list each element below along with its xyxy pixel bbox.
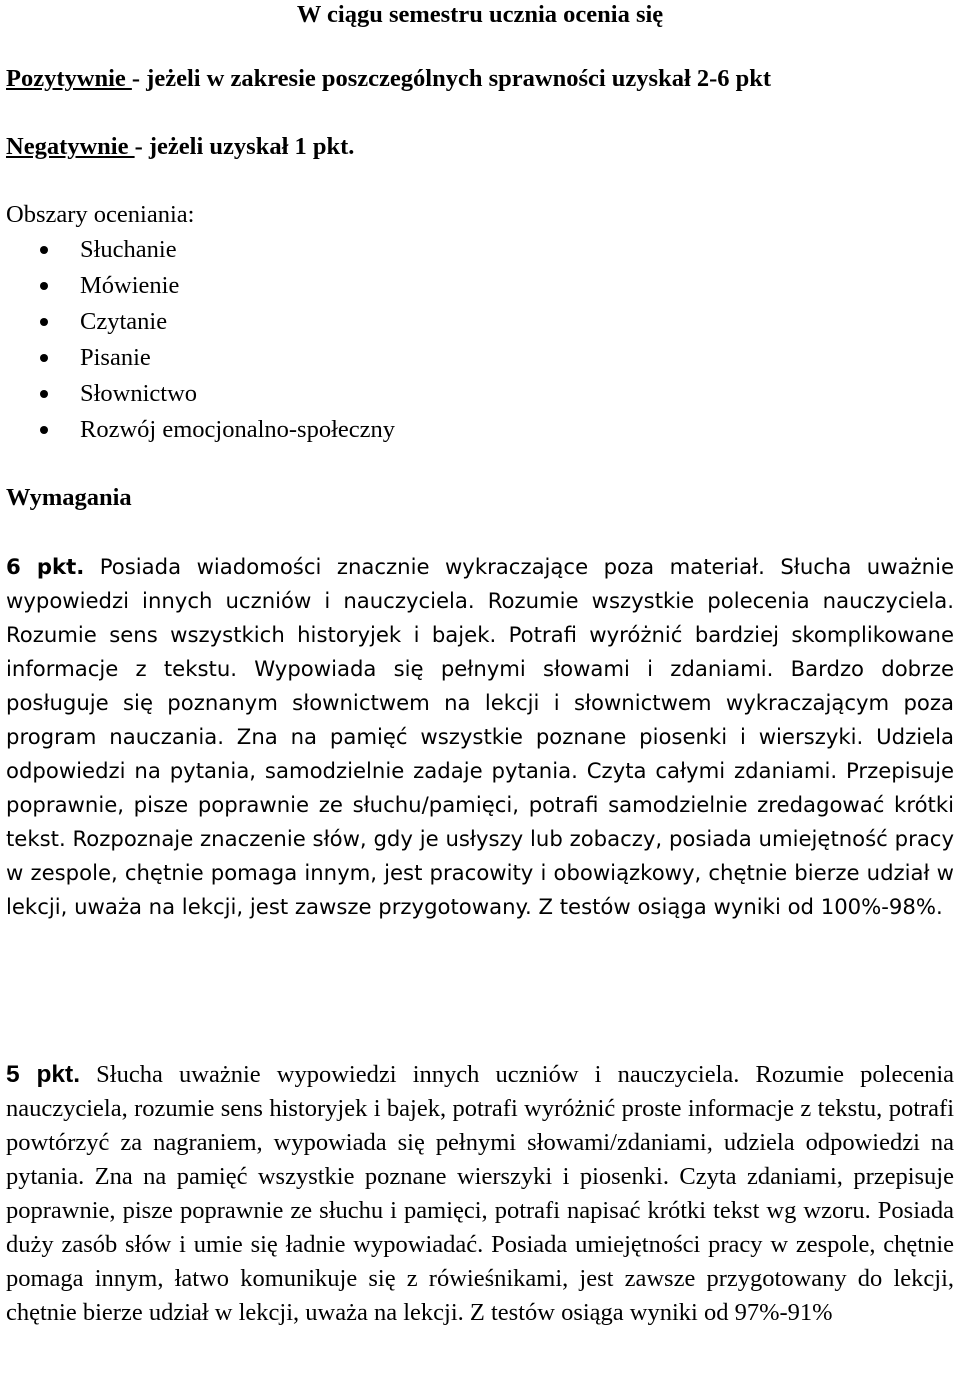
bullet-icon (40, 390, 48, 398)
list-item: Pisanie (0, 340, 395, 376)
requirement-level-6 (6, 550, 954, 924)
bullet-icon (40, 354, 48, 362)
page-title: W ciągu semestru ucznia ocenia się (296, 1, 664, 28)
level-5-label: 5 pkt. (6, 1061, 81, 1088)
rule-positive-label: Pozytywnie (6, 65, 132, 92)
rule-negative (6, 132, 354, 162)
bullet-icon (40, 426, 48, 434)
list-item: Mówienie (0, 268, 395, 304)
list-item: Czytanie (0, 304, 395, 340)
rule-positive-text: - jeżeli w zakresie poszczególnych sprawności uzyskał 2-6 pkt (131, 65, 772, 92)
rule-negative-text: - jeżeli uzyskał 1 pkt. (134, 133, 355, 160)
rule-positive (6, 64, 771, 94)
level-6-label: 6 pkt. (6, 554, 85, 579)
areas-heading: Obszary oceniania: (6, 201, 195, 228)
rule-negative-label: Negatywnie (6, 133, 135, 160)
bullet-icon (40, 318, 48, 326)
areas-list (0, 232, 395, 448)
requirement-level-5 (6, 1058, 954, 1330)
requirements-heading: Wymagania (6, 484, 132, 511)
level-6-text: Posiada wiadomości znacznie wykraczające poza materiał. Słucha uważnie wypowiedzi innych uczniów i nauczyciela. Rozumie wszystkie polecenia nauczyciela. Rozumie sens wszystkich historyjek i bajek. Potrafi wyróżnić bardziej skomplikowane informacje z tekstu. Wypowiada się pełnymi słowami i zdaniami. Bardzo dobrze posługuje się poznanym słownictwem na lekcji i słownictwem wykraczającym poza program nauczania. Zna na pamięć wszystkie poznane piosenki i wierszyki. Udziela odpowiedzi na pytania, samodzielnie zadaje pytania. Czyta całymi zdaniami. Przepisuje poprawnie, pisze poprawnie ze słuchu/pamięci, potrafi samodzielnie zredagować krótki tekst. Rozpoznaje znaczenie słów, gdy je usłyszy lub zobaczy, posiada umiejętność pracy w zespole, chętnie pomaga innym, jest pracowity i obowiązkowy, chętnie bierze udział w lekcji, uważa na lekcji, jest zawsze przygotowany. Z testów osiąga wyniki od 100%-98%. (6, 554, 954, 919)
list-item: Słownictwo (0, 376, 395, 412)
level-5-text: Słucha uważnie wypowiedzi innych uczniów i nauczyciela. Rozumie polecenia nauczyciela, rozumie sens historyjek i bajek, potrafi wyróżnić proste informacje z tekstu, potrafi powtórzyć za nagraniem, wypowiada się pełnymi słowami/zdaniami, udziela odpowiedzi na pytania. Zna na pamięć wszystkie poznane wierszyki i piosenki. Czyta zdaniami, przepisuje poprawnie, pisze poprawnie ze słuchu i pamięci, potrafi napisać krótki tekst wg wzoru. Posiada duży zasób słów i umie się ładnie wypowiadać. Posiada umiejętności pracy w zespole, chętnie pomaga innym, łatwo komunikuje się z rówieśnikami, jest zawsze przygotowany do lekcji, chętnie bierze udział w lekcji, uważa na lekcji. Z testów osiąga wyniki od 97%-91% (6, 1061, 954, 1326)
list-item: Rozwój emocjonalno-społeczny (0, 412, 395, 448)
bullet-icon (40, 282, 48, 290)
list-item: Słuchanie (0, 232, 395, 268)
bullet-icon (40, 246, 48, 254)
